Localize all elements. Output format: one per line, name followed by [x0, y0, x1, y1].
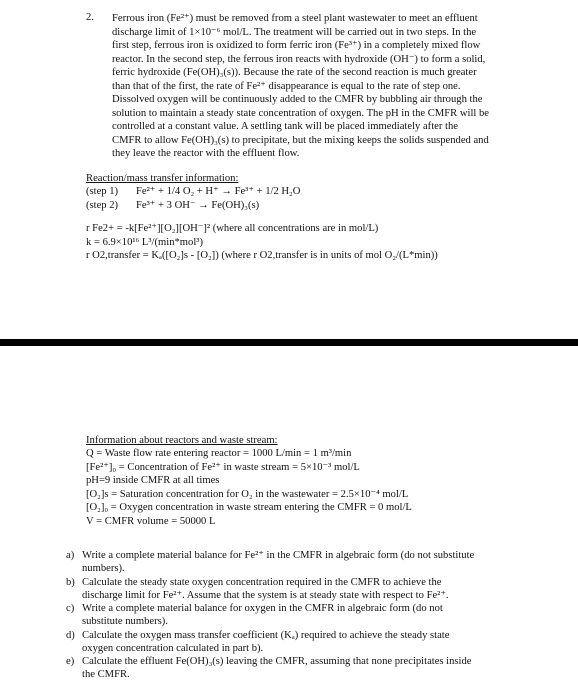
reaction-info-heading: Reaction/mass transfer information: [86, 173, 239, 184]
step1-equation: Fe²⁺ + 1/4 O₂ + H⁺ → Fe³⁺ + 1/2 H₂O [136, 186, 301, 197]
intro-line: solution to maintain a steady state concentration of oxygen. The pH in the CMFR will be [112, 107, 489, 119]
question-a-line: Write a complete material balance for Fe²⁺ in the CMFR in algebraic form (do not substitute [82, 550, 475, 561]
transfer-equation: r O2,transfer = Kₐ([O₂]s - [O₂]) (where r O2,transfer is in units of mol O₂/(L*min)) [86, 250, 438, 261]
intro-line: reactor. In the second step, the ferrous iron reacts with hydroxide (OH⁻) to form a solid, [112, 53, 486, 65]
question-b-label: b) [66, 576, 75, 588]
intro-line: CMFR to allow Fe(OH)₃(s) to precipitate, but the mixing keeps the solids suspended and [112, 134, 489, 146]
question-e-line: the CMFR. [82, 669, 130, 680]
intro-line: Dissolved oxygen will be continuously added to the CMFR by bubbling air through the [112, 94, 483, 105]
question-d-label: d) [66, 629, 75, 641]
intro-line: they leave the reactor with the effluent flow. [112, 148, 300, 159]
question-d-line: oxygen concentration calculated in part b). [82, 642, 264, 654]
question-a-label: a) [66, 550, 75, 561]
step2-equation: Fe³⁺ + 3 OH⁻ → Fe(OH)₃(s) [136, 199, 260, 211]
step2-label: (step 2) [86, 199, 119, 211]
intro-line: first step, ferrous iron is oxidized to form ferric iron (Fe³⁺) in a completely mixed flow [112, 40, 481, 51]
reactor-info-line: pH=9 inside CMFR at all times [86, 475, 220, 486]
intro-line: than that of the first, the rate of Fe²⁺ disappearance is equal to the rate of step one. [112, 80, 461, 92]
reactor-info-line: Q = Waste flow rate entering reactor = 1000 L/min = 1 m³/min [86, 448, 352, 459]
rate-equation: r Fe2+ = -k[Fe²⁺][O₂][OH⁻]² (where all concentrations are in mol/L) [86, 223, 379, 234]
question-d-line: Calculate the oxygen mass transfer coefficient (Kₐ) required to achieve the steady state [82, 629, 450, 641]
question-c-line: Write a complete material balance for oxygen in the CMFR in algebraic form (do not [82, 603, 443, 614]
reactor-info-line: [O₂]s = Saturation concentration for O₂ in the wastewater = 2.5×10⁻⁴ mol/L [86, 488, 409, 500]
step1-label: (step 1) [86, 186, 119, 197]
question-b-line: discharge limit for Fe²⁺. Assume that the system is at steady state with respect to Fe²⁺. [82, 589, 449, 601]
question-c-line: substitute numbers). [82, 616, 168, 627]
intro-line: controlled at a constant value. A settling tank will be placed immediately after the [112, 121, 458, 132]
question-e-line: Calculate the effluent Fe(OH)₃(s) leaving the CMFR, assuming that none precipitates inside [82, 656, 472, 667]
reactor-info-line: [Fe²⁺]₀ = Concentration of Fe²⁺ in waste stream = 5×10⁻³ mol/L [86, 461, 360, 473]
question-a-line: numbers). [82, 563, 125, 574]
reactor-info-heading: Information about reactors and waste stream: [86, 435, 278, 446]
question-e-label: e) [66, 656, 75, 667]
reactor-info-line: V = CMFR volume = 50000 L [86, 515, 216, 527]
problem-number: 2. [86, 12, 94, 23]
rate-constant: k = 6.9×10¹⁶ L³/(min*mol³) [86, 236, 203, 248]
intro-line: discharge limit of 1×10⁻⁶ mol/L. The treatment will be carried out in two steps. In the [112, 26, 477, 38]
reactor-info-line: [O₂]₀ = Oxygen concentration in waste stream entering the CMFR = 0 mol/L [86, 502, 412, 513]
question-c-label: c) [66, 603, 75, 614]
intro-line: ferric hydroxide (Fe(OH)₃(s)). Because the rate of the second reaction is much greater [112, 67, 477, 78]
page-divider [0, 339, 578, 346]
intro-line: Ferrous iron (Fe²⁺) must be removed from a steel plant wastewater to meet an effluent [112, 13, 478, 24]
question-b-line: Calculate the steady state oxygen concentration required in the CMFR to achieve the [82, 576, 442, 588]
